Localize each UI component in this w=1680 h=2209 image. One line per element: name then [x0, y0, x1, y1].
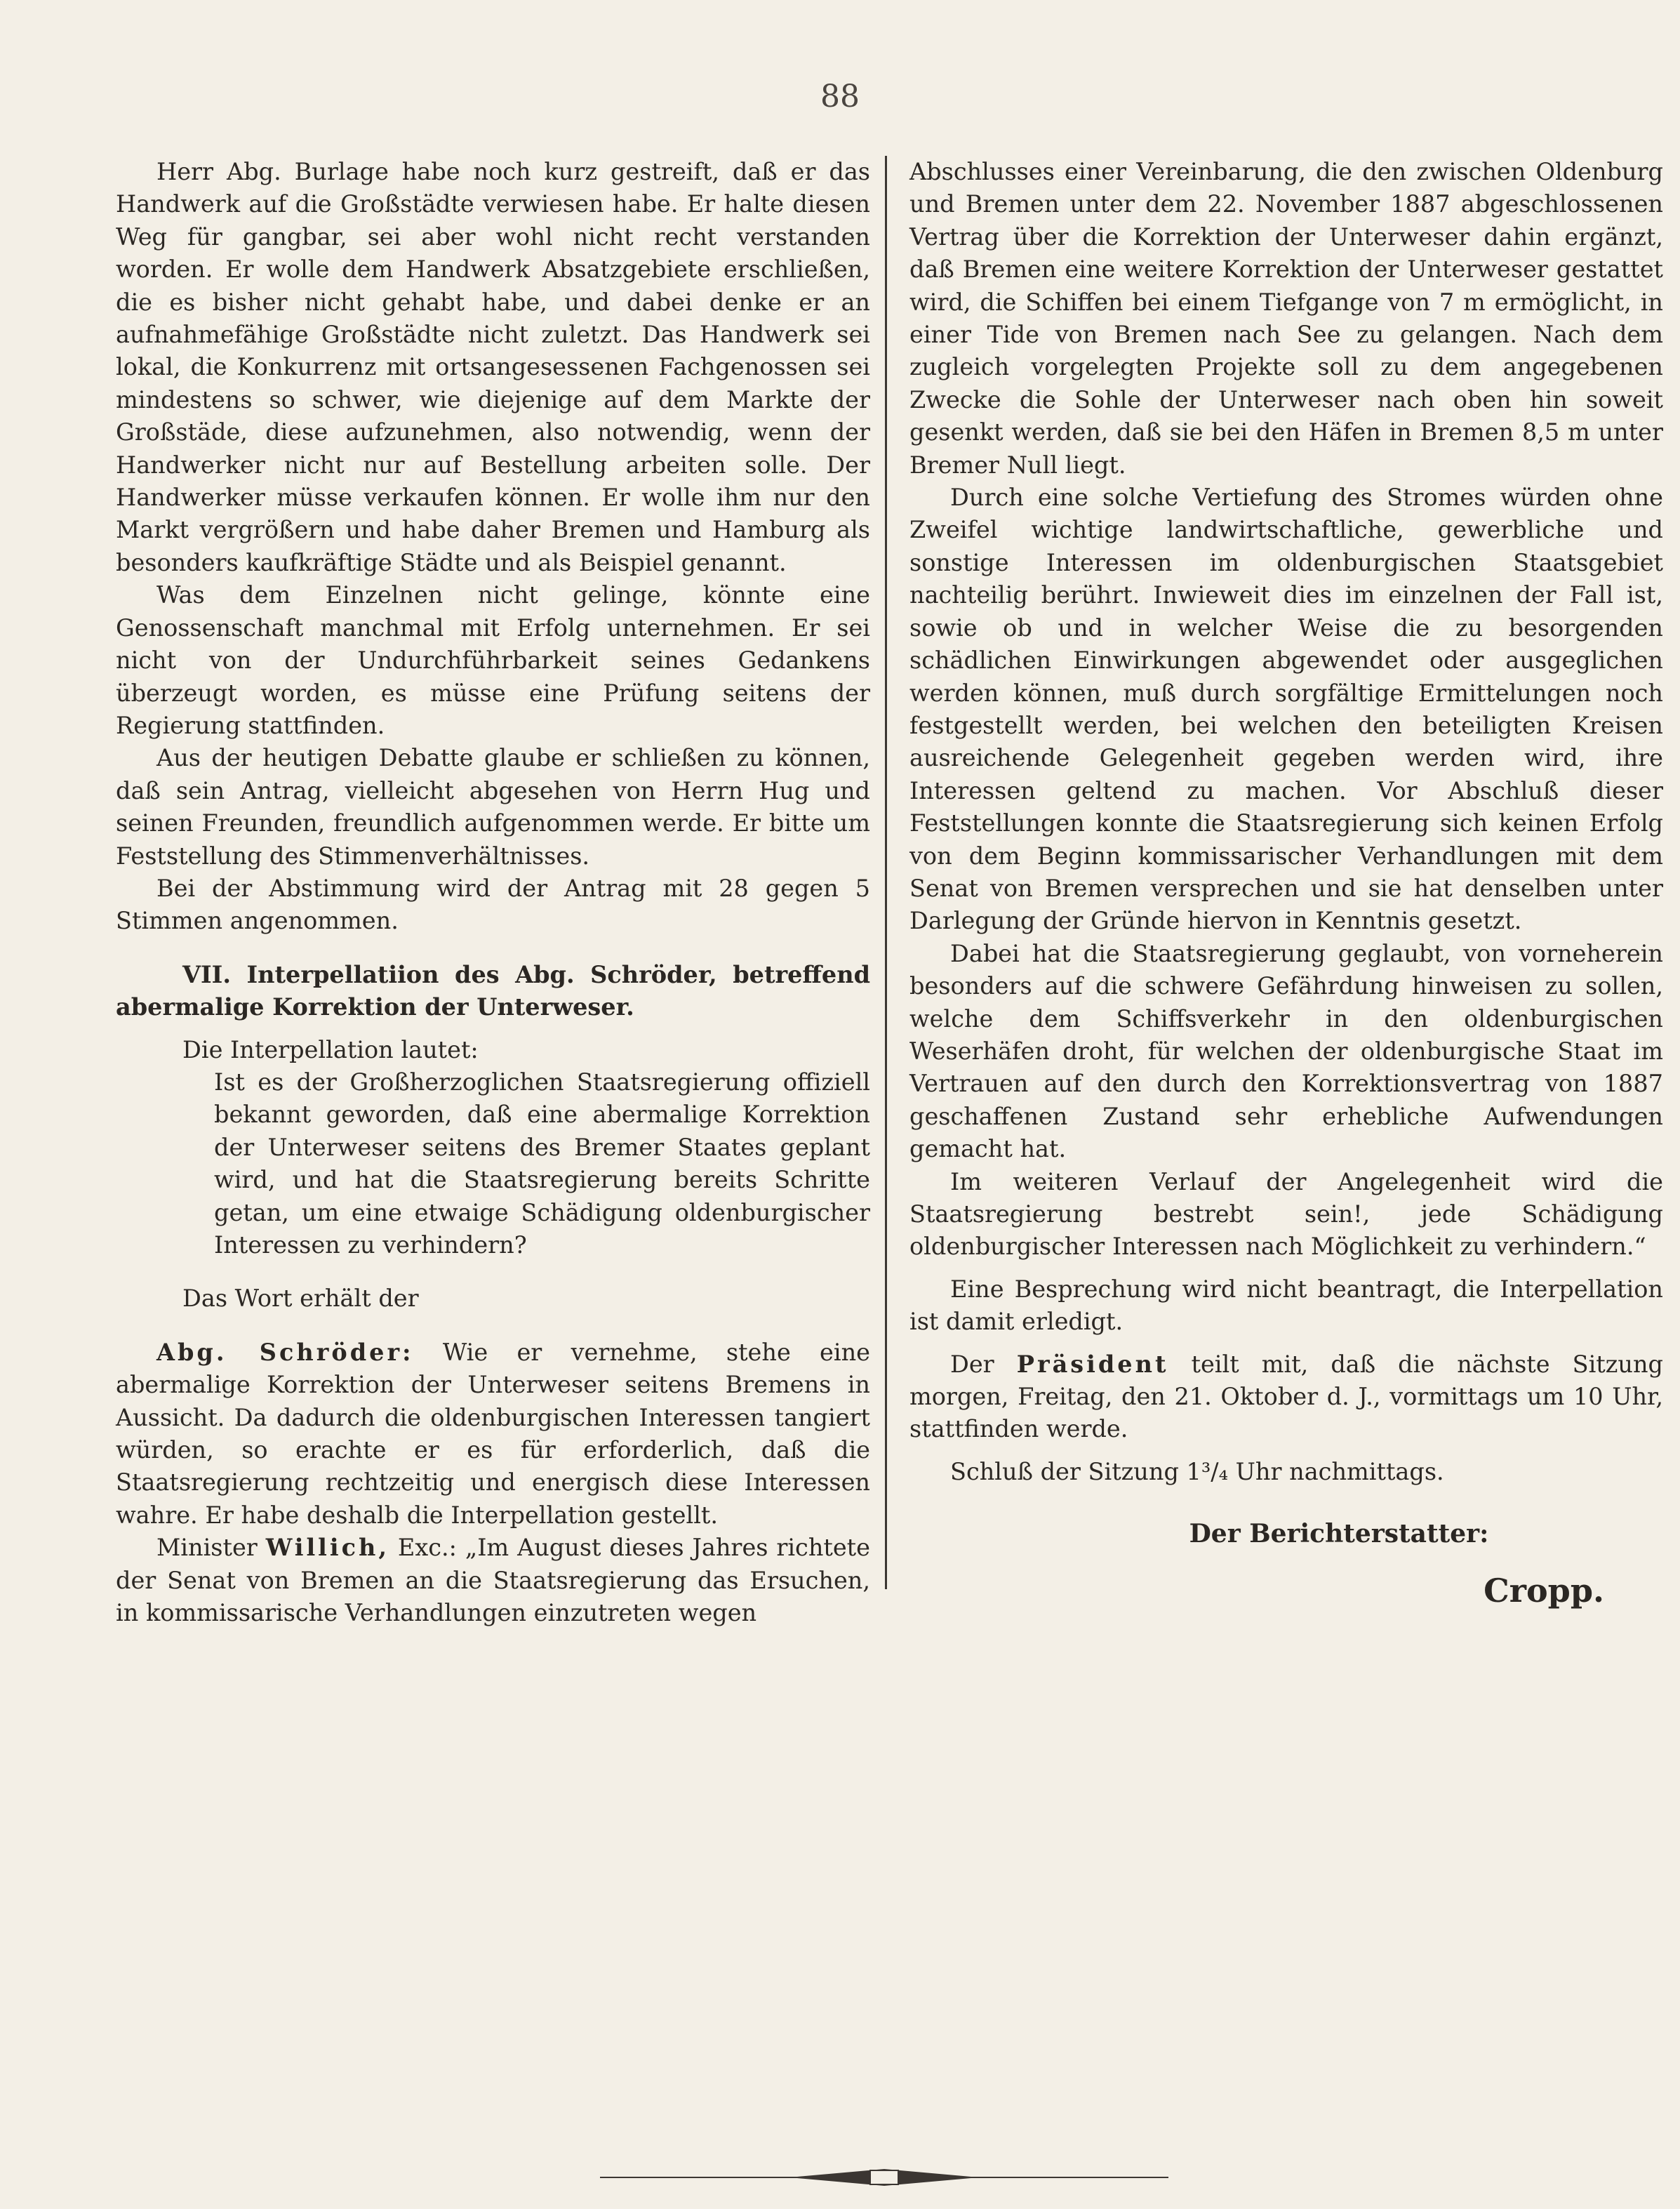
speech-text: Exc.: „Im August dieses Jahres richtete der Senat von Bremen an die Staatsregierung das Ersuchen, in kommissarische Verhandlungen einzutreten wegen — [116, 1534, 870, 1627]
paragraph: Dabei hat die Staatsregierung geglaubt, von vorneherein besonders auf die schwere Gefährdung hinweisen zu sollen, welche dem Schiffsverkehr in den oldenburgischen Weserhäfen droht, für welchen der oldenburgische Staat im Vertrauen auf den durch den Korrektionsvertrag von 1887 geschaffenen Zustand sehr erhebliche Aufwendungen gemacht hat. — [909, 939, 1663, 1163]
column-divider — [885, 156, 887, 1589]
speaker-name: Abg. Schröder: — [156, 1338, 414, 1366]
speech-text: teilt mit, daß die nächste Sitzung morgen, Freitag, den 21. Oktober d. J., vormittags um 10 Uhr, stattfinden werde. — [909, 1350, 1663, 1443]
paragraph: Herr Abg. Burlage habe noch kurz gestreift, daß er das Handwerk auf die Großstädte verwiesen habe. Er halte diesen Weg für gangbar, sei aber wohl nicht recht verstanden worden. Er wolle dem Handwerk Absatzgebiete erschließen, die es bisher nicht gehabt habe, und dabei denke er an aufnahmefähige Großstädte nicht zuletzt. Das Handwerk sei lokal, die Konkurrenz mit ortsangesessenen Fachgenossen sei mindestens so schwer, wie diejenige auf dem Markte der Großstäde, diese aufzunehmen, also notwendig, wenn der Handwerker nicht nur auf Bestellung arbeiten solle. Der Handwerker müsse verkaufen können. Er wolle ihm nur den Markt vergrößern und habe daher Bremen und Hamburg als besonders kaufkräftige Städte und als Beispiel genannt. — [116, 158, 870, 576]
speech-text: Wie er vernehme, stehe eine abermalige Korrektion der Unterweser seitens Bremens in Aussicht. Da dadurch die oldenburgischen Interessen tangiert würden, so erachte er es für erforderlich, daß die Staatsregierung rechtzeitig und energisch diese Interessen wahre. Er habe deshalb die Interpellation gestellt. — [116, 1338, 871, 1529]
paragraph: Im weiteren Verlauf der Angelegenheit wird die Staatsregierung bestrebt sein!, jede Schädigung oldenburgischer Interessen nach Möglichkeit zu verhindern.“ — [909, 1167, 1663, 1261]
paragraph: Durch eine solche Vertiefung des Stromes würden ohne Zweifel wichtige landwirtschaftliche, gewerbliche und sonstige Interessen im oldenburgischen Staatsgebiet nachteilig berührt. Inwieweit dies im einzelnen der Fall ist, sowie ob und in welcher Weise die zu besorgenden schädlichen Einwirkungen abgewendet oder ausgeglichen werden können, muß durch sorgfältige Ermittelungen noch festgestellt werden, bei welchen den beteiligten Kreisen ausreichende Gelegenheit gegeben werden wird, ihre Interessen geltend zu machen. Vor Abschluß dieser Feststellungen konnte die Staatsregierung sich keinen Erfolg von dem Beginn kommissarischer Verhandlungen mit dem Senat von Bremen versprechen und sie hat denselben unter Darlegung der Gründe hiervon in Kenntnis gesetzt. — [909, 484, 1663, 935]
speaker-prefix: Der — [950, 1350, 994, 1378]
right-column — [909, 156, 1663, 1610]
quote-block: Ist es der Großherzoglichen Staatsregierung offiziell bekannt geworden, daß eine abermalige Korrektion der Unterweser seitens des Bremer Staates geplant wird, und hat die Staatsregierung bereits Schritte getan, um eine etwaige Schädigung oldenburgischer Interessen zu verhindern? — [214, 1068, 870, 1259]
left-column — [116, 156, 870, 1629]
paragraph: Bei der Abstimmung wird der Antrag mit 28 gegen 5 Stimmen angenommen. — [116, 874, 870, 935]
paragraph — [909, 1348, 1663, 1446]
section-heading: VII. Interpellatiion des Abg. Schröder, betreffend abermalige Korrektion der Unterweser. — [116, 960, 870, 1021]
paragraph — [116, 1532, 870, 1629]
speaker-name: Willich, — [265, 1534, 390, 1562]
speaker-prefix: Minister — [156, 1534, 258, 1562]
ornament-divider — [600, 2163, 1168, 2191]
paragraph: Eine Besprechung wird nicht beantragt, die Interpellation ist damit erledigt. — [909, 1275, 1663, 1336]
paragraph: Die Interpellation lautet: — [182, 1035, 479, 1063]
signature-title: Der Berichterstatter: — [1189, 1519, 1489, 1549]
signature-name: Cropp. — [1484, 1571, 1604, 1610]
paragraph: Abschlusses einer Vereinbarung, die den zwischen Oldenburg und Bremen unter dem 22. November 1887 abgeschlossenen Vertrag über die Korrektion der Unterweser dahin ergänzt, daß Bremen eine weitere Korrektion der Unterweser gestattet wird, die Schiffen bei einem Tiefgange von 7 m ermöglicht, in einer Tide von Bremen nach See zu gelangen. Nach dem zugleich vorgelegten Projekte soll zu dem angegebenen Zwecke die Sohle der Unterweser nach oben hin soweit gesenkt werden, daß sie bei den Häfen in Bremen 8,5 m unter Bremer Null liegt. — [909, 158, 1663, 479]
paragraph: Was dem Einzelnen nicht gelinge, könnte eine Genossenschaft manchmal mit Erfolg unternehmen. Er sei nicht von der Undurchführbarkeit seines Gedankens überzeugt worden, es müsse eine Prüfung seitens der Regierung stattfinden. — [116, 581, 870, 739]
page-number: 88 — [820, 79, 860, 114]
closing-note: Schluß der Sitzung 1³/₄ Uhr nachmittags. — [950, 1457, 1444, 1485]
speaker-name: Präsident — [1016, 1350, 1169, 1378]
paragraph: Das Wort erhält der — [182, 1285, 419, 1313]
paragraph — [116, 1336, 870, 1532]
paragraph: Aus der heutigen Debatte glaube er schließen zu können, daß sein Antrag, vielleicht abgesehen von Herrn Hug und seinen Freunden, freundlich aufgenommen werde. Er bitte um Feststellung des Stimmenverhältnisses. — [116, 744, 870, 870]
